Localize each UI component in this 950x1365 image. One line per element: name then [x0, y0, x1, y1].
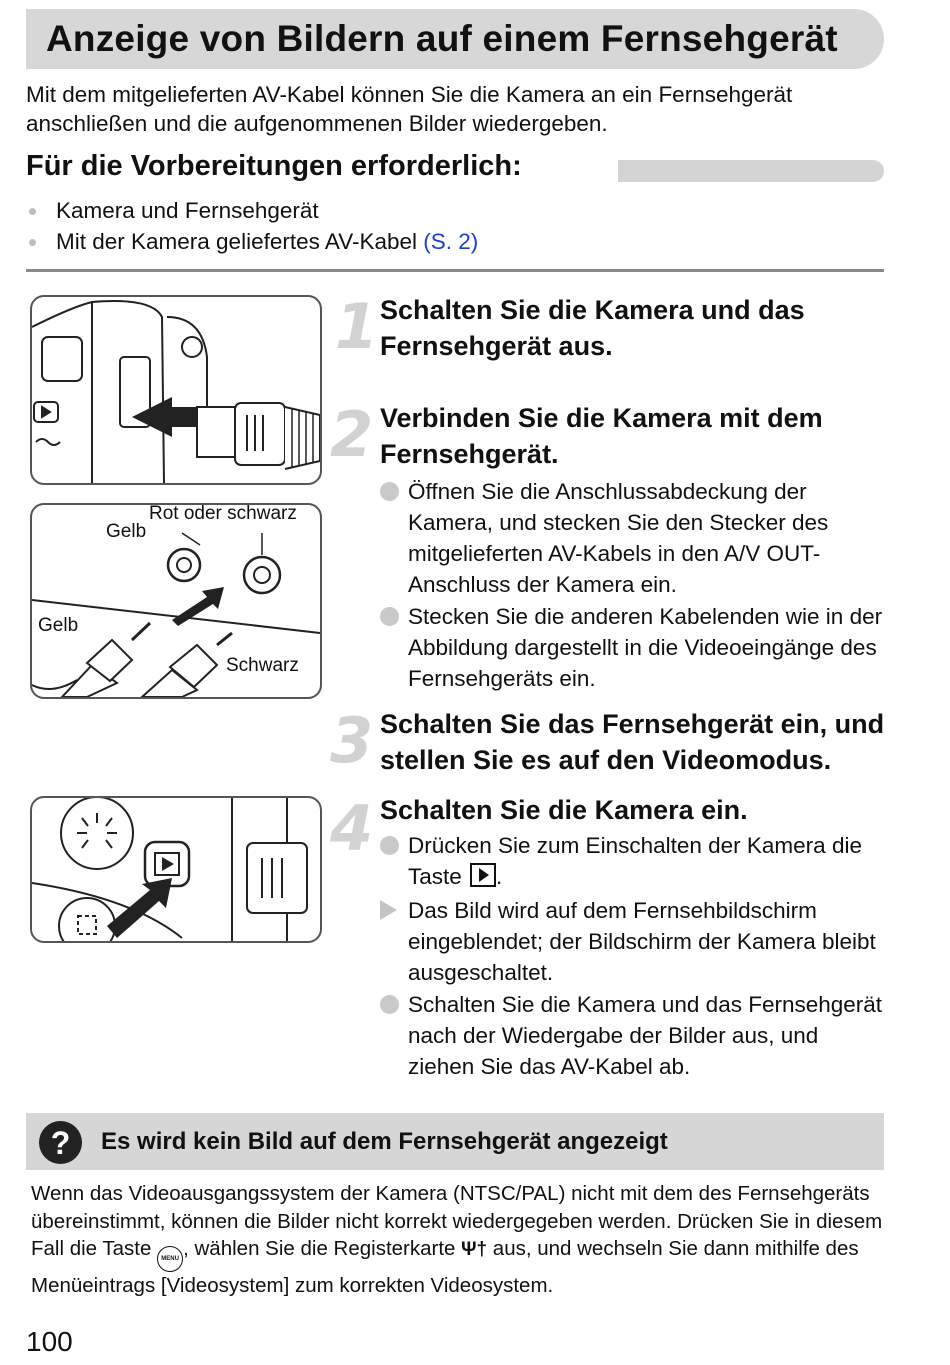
tools-tab-icon: Ψ†: [461, 1239, 488, 1260]
step-result: [408, 895, 888, 988]
prep-item-text: Kamera und Fernsehgerät: [56, 198, 319, 223]
menu-button-icon: MENU: [157, 1246, 183, 1272]
hint-title: Es wird kein Bild auf dem Fernsehgerät angezeigt: [101, 1128, 668, 1155]
page-title-bar: [26, 9, 884, 69]
list-item: [26, 195, 478, 226]
hint-text: [31, 1180, 891, 1300]
bullet-dot-icon: [29, 239, 36, 246]
bullet-dot-icon: [29, 208, 36, 215]
step-number: 2: [330, 398, 374, 471]
prep-heading-bar: [618, 160, 884, 182]
playback-button-icon: [470, 863, 496, 887]
step-instruction: [408, 989, 888, 1082]
camera-port-illustration: [30, 295, 322, 485]
page-number: 100: [26, 1326, 73, 1357]
result-arrow-icon: [380, 900, 397, 920]
label-yellow-top: Gelb: [106, 521, 147, 542]
step-instruction: [408, 830, 888, 892]
step-title: Schalten Sie die Kamera ein.: [380, 795, 748, 825]
prep-heading: Für die Vorbereitungen erforderlich:: [26, 150, 522, 182]
step-title: Schalten Sie das Fernsehgerät ein, und stellen Sie es auf den Videomodus.: [380, 709, 885, 775]
bullet-text-end: .: [496, 864, 503, 889]
bullet-circle-icon: [380, 995, 399, 1014]
hint-text-part: , wählen Sie die Registerkarte: [183, 1237, 462, 1260]
intro-text: Mit dem mitgelieferten AV-Kabel können Sie die Kamera an ein Fernsehgerät anschließen und die aufgenommenen Bilder wiedergeben.: [26, 82, 793, 136]
bullet-text: Stecken Sie die anderen Kabelenden wie in der Abbildung dargestellt in die Videoeingänge des Fernsehgeräts ein.: [408, 604, 883, 691]
bullet-circle-icon: [380, 482, 399, 501]
label-black: Schwarz: [226, 655, 299, 676]
tv-connection-illustration: [30, 503, 322, 699]
step-number: 1: [335, 290, 379, 363]
question-icon: ?: [39, 1121, 82, 1164]
list-item: [26, 226, 478, 257]
step-number: 3: [330, 704, 374, 777]
section-divider: [26, 269, 884, 272]
page-title: Anzeige von Bildern auf einem Fernsehgerät: [46, 18, 838, 59]
step-title: Schalten Sie die Kamera und das Fernsehgerät aus.: [380, 295, 805, 361]
playback-button-illustration: [30, 796, 322, 943]
step-number: 4: [330, 792, 374, 865]
bullet-text: Öffnen Sie die Anschlussabdeckung der Kamera, und stecken Sie den Stecker des mitgelieferten AV-Kabels in den A/V OUT-Anschluss der Kamera ein.: [408, 479, 829, 597]
hint-text-part: Wenn das Videoausgangssystem der Kamera (NTSC/PAL) nicht mit dem des Fernsehgeräts übereinstimmt, können die Bilder nicht korrekt wiedergegeben werden. Drücken Sie in diesem Fall die Taste: [31, 1182, 883, 1260]
label-yellow-left: Gelb: [38, 615, 79, 636]
hint-text-part: aus, und wechseln Sie dann mithilfe des Menüeintrags [Videosystem] zum korrekten Videosystem.: [31, 1237, 859, 1297]
step-instruction: [408, 476, 888, 600]
label-red-or-black: Rot oder schwarz: [149, 503, 297, 524]
prep-list: [26, 195, 478, 257]
step-instruction: [408, 601, 888, 694]
bullet-circle-icon: [380, 836, 399, 855]
bullet-circle-icon: [380, 607, 399, 626]
prep-item-text: Mit der Kamera geliefertes AV-Kabel: [56, 229, 424, 254]
bullet-text: Schalten Sie die Kamera und das Fernsehgerät nach der Wiedergabe der Bilder aus, und ziehen Sie das AV-Kabel ab.: [408, 992, 883, 1079]
step-title: Verbinden Sie die Kamera mit dem Fernsehgerät.: [380, 403, 823, 469]
result-text: Das Bild wird auf dem Fernsehbildschirm eingeblendet; der Bildschirm der Kamera bleibt ausgeschaltet.: [408, 898, 876, 985]
page-reference-link[interactable]: (S. 2): [423, 229, 479, 254]
bullet-text: Drücken Sie zum Einschalten der Kamera die Taste: [408, 833, 862, 889]
